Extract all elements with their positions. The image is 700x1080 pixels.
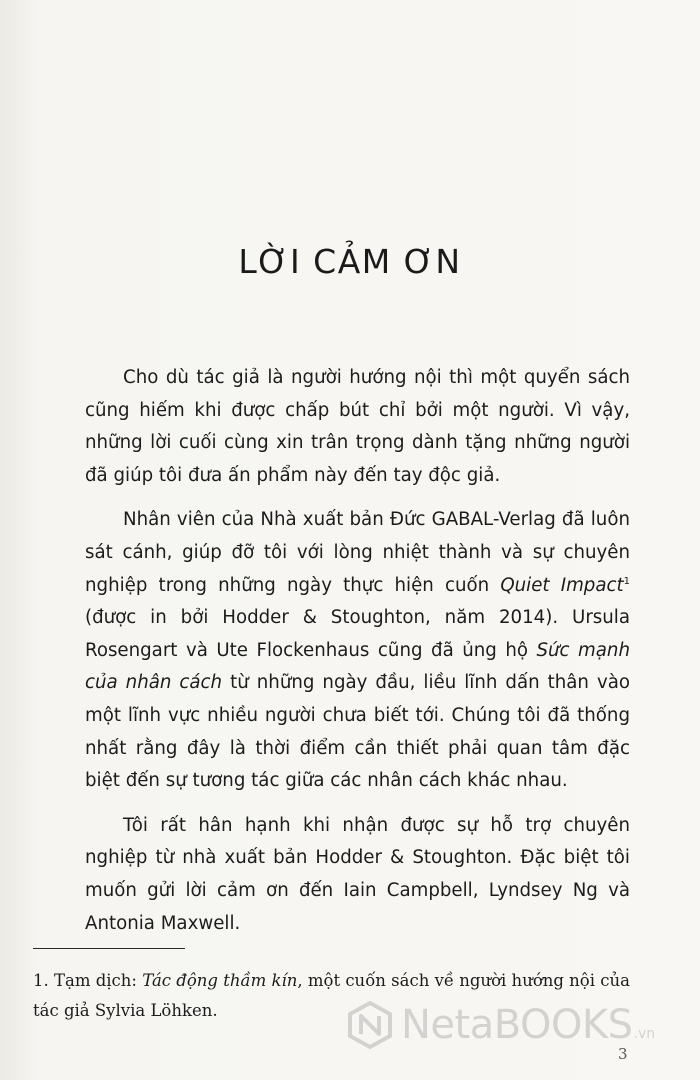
watermark-suffix: .vn [633,1026,656,1042]
paragraph-2-part-2: (được in bởi Hodder & Stoughton, năm 2014). Ursula Rosengart và Ute Flockenhaus cũng đã ủng hộ [85,607,630,661]
watermark [345,1000,685,1050]
chapter-title: LỜI CẢM ƠN [238,242,462,282]
footnote-divider [33,948,185,949]
book-title-suc-manh: Sức mạnh của nhân cách [85,639,630,694]
footnote-prefix: 1. Tạm dịch: [33,971,143,990]
watermark-text: NetaBOOKS [401,1002,633,1048]
paragraph-2-part-1: Nhân viên của Nhà xuất bản Đức GABAL-Verlag đã luôn sát cánh, giúp đỡ tôi với lòng nhiệt thành và sự chuyên nghiệp trong những ngày thực hiện cuốn [85,509,630,596]
paragraph-2 [85,504,630,797]
footnote-reference[interactable]: 1 [623,575,630,587]
footnote-italic-title: Tác động thầm kín [142,971,298,990]
page-number: 3 [618,1045,628,1063]
paragraph-2-part-3: từ những ngày đầu, liều lĩnh dấn thân vào một lĩnh vực nhiều người chưa biết tới. Chúng tôi đã thống nhất rằng đây là thời điểm cần thiết phải quan tâm đặc biệt đến sự tương tác giữa các nhân cách khác nhau. [85,672,631,792]
paragraph-3: Tôi rất hân hạnh khi nhận được sự hỗ trợ chuyên nghiệp từ nhà xuất bản Hodder & Stoughton. Đặc biệt tôi muốn gửi lời cảm ơn đến Iain Campbell, Lyndsey Ng và Antonia Maxwell. [85,814,630,934]
footnote-rest: , một cuốn sách về người hướng nội của tác giả Sylvia Löhken. [33,971,630,1020]
book-title-quiet-impact: Quiet Impact [500,574,624,596]
body-text [85,362,630,952]
netabooks-logo-icon [345,1000,395,1050]
paragraph-1: Cho dù tác giả là người hướng nội thì một quyển sách cũng hiếm khi được chấp bút chỉ bởi một người. Vì vậy, những lời cuối cùng xin trân trọng dành tặng những người đã giúp tôi đưa ấn phẩm này đến tay độc giả. [85,367,630,486]
